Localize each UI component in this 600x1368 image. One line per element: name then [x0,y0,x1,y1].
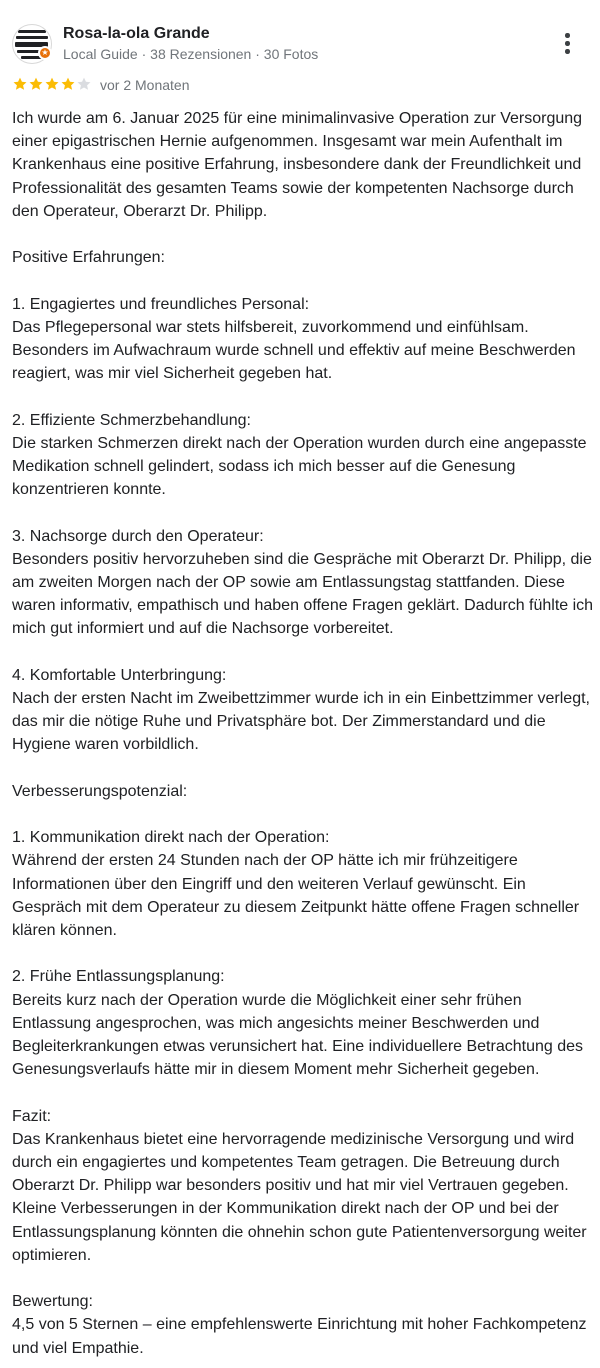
review-header [12,24,588,66]
review-paragraph: 4. Komfortable Unterbringung: Nach der ersten Nacht im Zweibettzimmer wurde ich in ein Einbettzimmer verlegt, das mir die nötige Ruhe und Privatsphäre bot. Der Zimmerstandard und die Hygiene waren vorbildlich. [12,666,590,754]
review-paragraph: Ich wurde am 6. Januar 2025 für eine minimalinvasive Operation zur Versorgung einer epigastrischen Hernie aufgenommen. Insgesamt war mein Aufenthalt im Krankenhaus eine positive Erfahrung, insbesondere dank der Freundlichkeit und Professionalität des gesamten Teams sowie der kompetenten Nachsorge durch den Operateur, Oberarzt Dr. Philipp. [12,110,587,220]
star-filled-icon [12,76,28,92]
review-paragraph: 1. Engagiertes und freundliches Personal: Das Pflegepersonal war stets hilfsbereit, zuvorkommend und einfühlsam. Besonders im Aufwachraum wurde schnell und effektiv auf meine Beschwerden reagiert, was mir viel Sicherheit gegeben hat. [12,295,576,383]
review-paragraph: Verbesserungspotenzial: [12,782,188,800]
author-meta: Local Guide · 38 Rezensionen · 30 Fotos [63,46,319,62]
review-paragraph: 1. Kommunikation direkt nach der Operation: Während der ersten 24 Stunden nach der OP hätte ich mir frühzeitigere Informationen über den Eingriff und den weiteren Verlauf gewünscht. Ein Gespräch mit dem Operateur zu diesem Zeitpunkt hätte offene Fragen schneller klären können. [12,829,580,939]
star-empty-icon [76,76,92,92]
review-paragraph: Fazit: Das Krankenhaus bietet eine hervorragende medizinische Versorgung und wird durch ein engagiertes und kompetentes Team getragen. Die Betreuung durch Oberarzt Dr. Philipp war besonders positiv und hat mir viel Vertrauen gegeben. Kleine Verbesserungen in der Kommunikation direkt nach der OP und bei der Entlassungsplanung könnten die ohnehin schon gute Patientenversorgung weiter optimieren. [12,1107,587,1264]
star-filled-icon [44,76,60,92]
review-paragraph: Bewertung: 4,5 von 5 Sternen – eine empfehlenswerte Einrichtung mit hoher Fachkompetenz und viel Empathie. [12,1293,587,1357]
review-paragraph: 3. Nachsorge durch den Operateur: Besonders positiv hervorzuheben sind die Gespräche mit Oberarzt Dr. Philipp, die am zweiten Morgen nach der OP sowie am Entlassungstag stattfanden. Diese waren informativ, empathisch und haben offene Fragen geklärt. Dadurch fühlte ich mich gut informiert und auf die Nachsorge vorbereitet. [12,527,594,638]
review-paragraph: 2. Frühe Entlassungsplanung: Bereits kurz nach der Operation wurde die Möglichkeit einer sehr frühen Entlassung angesprochen, was mich angesichts meiner Beschwerden und Begleiterkrankungen etwas verunsichert hat. Eine individuellere Betrachtung des Genesungsverlaufs hätte mir in diesem Moment mehr Sicherheit gegeben. [12,968,584,1079]
star-rating [12,76,92,92]
star-filled-icon [28,76,44,92]
star-filled-icon [60,76,76,92]
review-paragraph: 2. Effiziente Schmerzbehandlung: Die starken Schmerzen direkt nach der Operation wurden durch eine angepasste Medikation schnell gelindert, sodass ich mich besser auf die Genesung konzentrieren konnte. [12,411,587,499]
review-paragraph: Positive Erfahrungen: [12,249,165,267]
author-name[interactable]: Rosa-la-ola Grande [63,25,210,42]
author-avatar[interactable] [12,24,52,64]
rating-row [12,76,312,94]
review-date: vor 2 Monaten [100,77,190,93]
more-vert-icon[interactable] [560,32,574,56]
local-guide-badge-icon: ★ [38,46,52,60]
review-text [12,107,598,1360]
